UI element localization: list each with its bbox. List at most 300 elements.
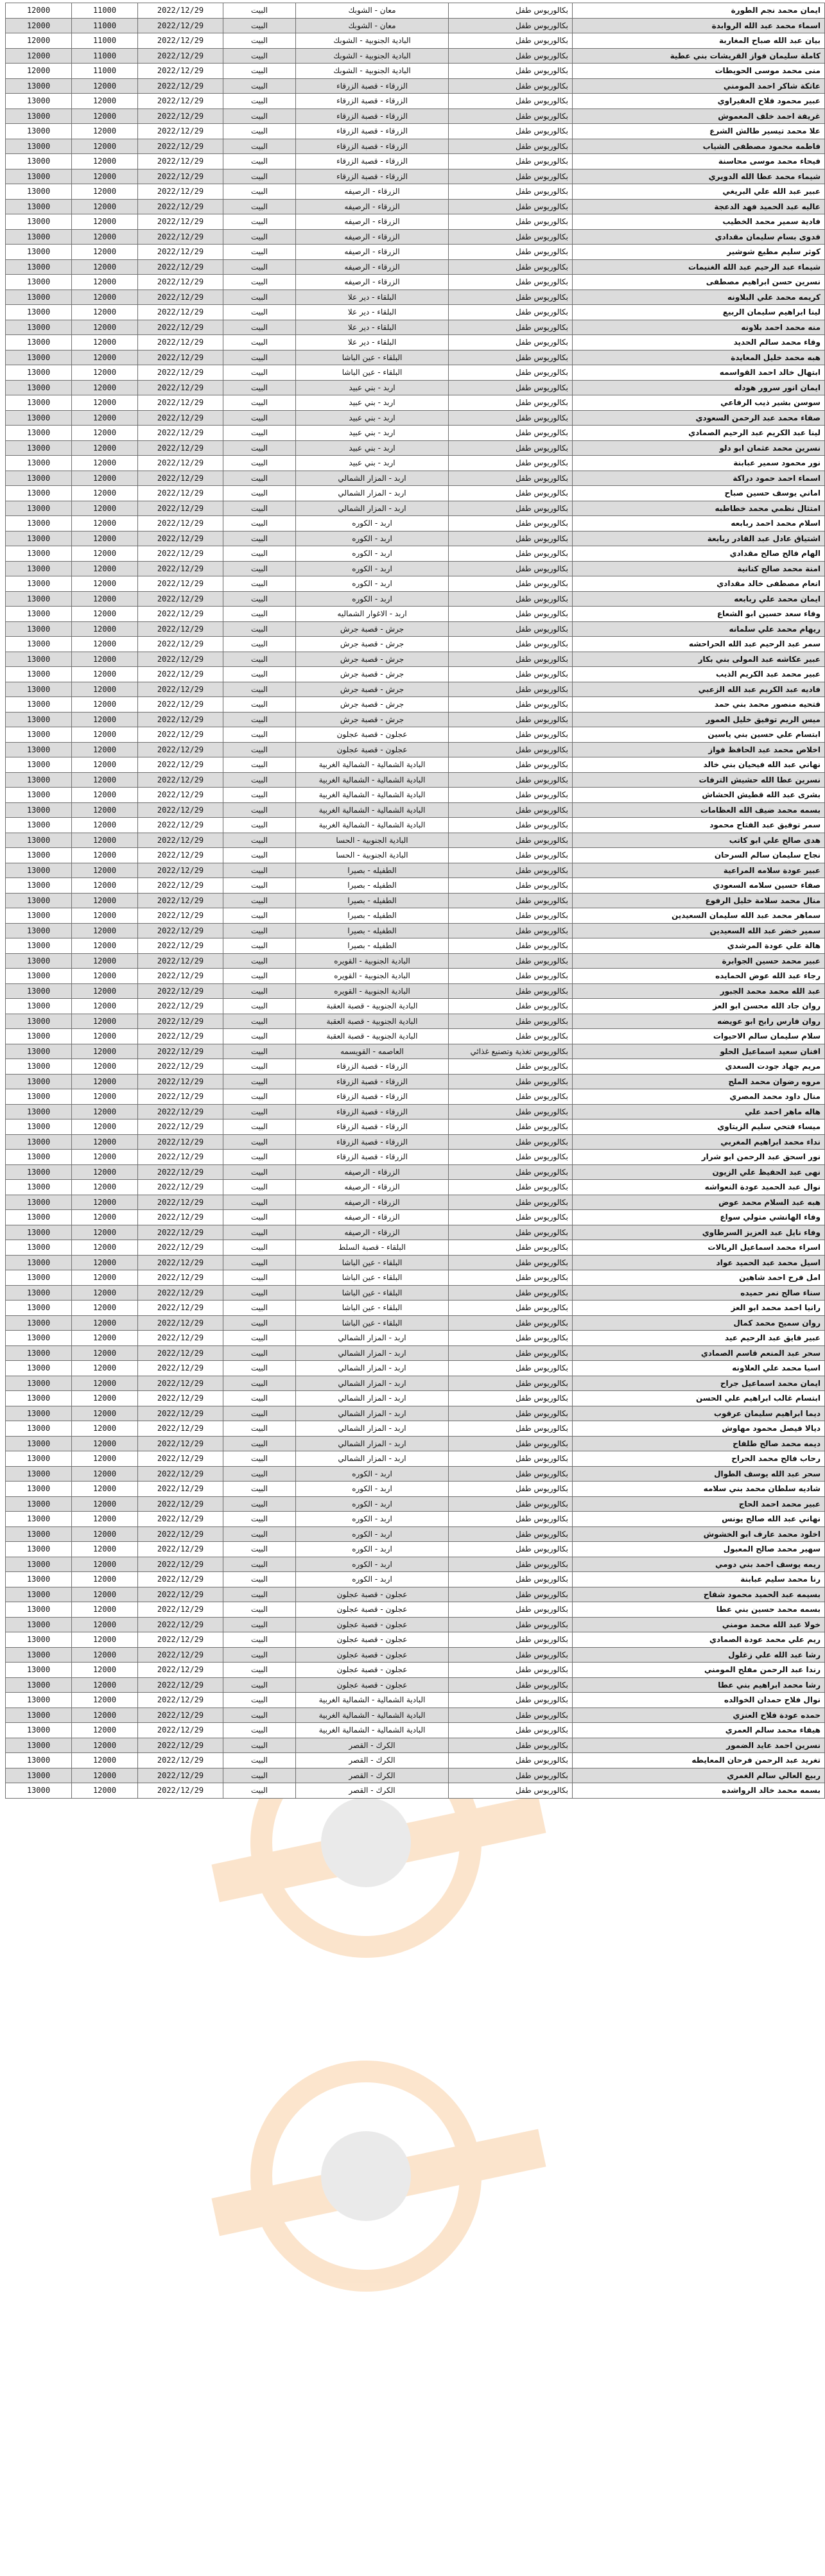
score-cell: 12000: [72, 1150, 138, 1165]
date-cell: 2022/12/29: [138, 1587, 223, 1602]
date-cell: 2022/12/29: [138, 531, 223, 546]
score-cell: 12000: [72, 908, 138, 924]
number-cell: 13000: [6, 139, 72, 154]
score-cell: 12000: [72, 1677, 138, 1693]
type-cell: البيت: [223, 561, 296, 576]
score-cell: 12000: [72, 380, 138, 395]
candidate-name-cell: رنا محمد سليم عبابنة: [573, 1572, 825, 1587]
number-cell: 13000: [6, 1089, 72, 1105]
table-row: [6, 229, 825, 245]
candidate-name-cell: حمده عودة فلاح العنزي: [573, 1707, 825, 1723]
specialization-cell: بكالوريوس طفل: [449, 652, 573, 667]
table-row: [6, 1783, 825, 1799]
specialization-cell: بكالوريوس طفل: [449, 108, 573, 124]
table-row: [6, 1391, 825, 1406]
score-cell: 12000: [72, 501, 138, 516]
score-cell: 12000: [72, 1783, 138, 1799]
candidate-name-cell: رانيا احمد محمد ابو العز: [573, 1301, 825, 1316]
number-cell: 13000: [6, 727, 72, 743]
specialization-cell: بكالوريوس طفل: [449, 772, 573, 788]
score-cell: 12000: [72, 576, 138, 592]
location-cell: اربد - الكوره: [296, 1482, 449, 1497]
table-row: [6, 667, 825, 682]
table-row: [6, 1119, 825, 1135]
candidate-name-cell: عبير فايق عبد الرحيم عيد: [573, 1331, 825, 1346]
type-cell: البيت: [223, 848, 296, 863]
date-cell: 2022/12/29: [138, 1542, 223, 1557]
table-row: [6, 1482, 825, 1497]
specialization-cell: بكالوريوس طفل: [449, 169, 573, 184]
candidate-name-cell: شيماء محمد عطا الله الدويري: [573, 169, 825, 184]
type-cell: البيت: [223, 305, 296, 320]
specialization-cell: بكالوريوس طفل: [449, 184, 573, 200]
number-cell: 13000: [6, 1270, 72, 1286]
number-cell: 13000: [6, 1587, 72, 1602]
number-cell: 13000: [6, 1451, 72, 1467]
candidate-name-cell: سلام سليمان سالم الاحيوات: [573, 1029, 825, 1044]
date-cell: 2022/12/29: [138, 1225, 223, 1240]
table-row: [6, 1210, 825, 1225]
number-cell: 13000: [6, 1723, 72, 1738]
date-cell: 2022/12/29: [138, 440, 223, 456]
location-cell: الزرقاء - قصبة الزرقاء: [296, 94, 449, 109]
table-row: [6, 1104, 825, 1119]
specialization-cell: بكالوريوس طفل: [449, 712, 573, 727]
location-cell: عجلون - قصبة عجلون: [296, 742, 449, 757]
specialization-cell: بكالوريوس طفل: [449, 893, 573, 908]
table-row: [6, 1693, 825, 1708]
number-cell: 13000: [6, 1602, 72, 1618]
specialization-cell: بكالوريوس طفل: [449, 1104, 573, 1119]
location-cell: البادية الجنوبية - الشوبك: [296, 48, 449, 64]
score-cell: 12000: [72, 1466, 138, 1482]
score-cell: 12000: [72, 1180, 138, 1195]
location-cell: البادية الجنوبية - القويره: [296, 969, 449, 984]
date-cell: 2022/12/29: [138, 1270, 223, 1286]
date-cell: 2022/12/29: [138, 18, 223, 33]
table-row: [6, 1285, 825, 1301]
specialization-cell: بكالوريوس طفل: [449, 1512, 573, 1527]
score-cell: 12000: [72, 1768, 138, 1783]
type-cell: البيت: [223, 214, 296, 230]
date-cell: 2022/12/29: [138, 1617, 223, 1632]
specialization-cell: بكالوريوس طفل: [449, 742, 573, 757]
date-cell: 2022/12/29: [138, 788, 223, 803]
score-cell: 12000: [72, 1255, 138, 1270]
type-cell: البيت: [223, 245, 296, 260]
date-cell: 2022/12/29: [138, 229, 223, 245]
type-cell: البيت: [223, 154, 296, 169]
date-cell: 2022/12/29: [138, 727, 223, 743]
table-row: [6, 124, 825, 139]
candidate-name-cell: وفاء محمد سالم الحديد: [573, 335, 825, 350]
type-cell: البيت: [223, 139, 296, 154]
date-cell: 2022/12/29: [138, 1693, 223, 1708]
location-cell: الطفيله - بصيرا: [296, 938, 449, 954]
type-cell: البيت: [223, 1376, 296, 1391]
type-cell: البيت: [223, 1572, 296, 1587]
number-cell: 13000: [6, 1496, 72, 1512]
specialization-cell: بكالوريوس طفل: [449, 1195, 573, 1210]
specialization-cell: بكالوريوس طفل: [449, 1738, 573, 1753]
type-cell: البيت: [223, 335, 296, 350]
type-cell: البيت: [223, 1270, 296, 1286]
date-cell: 2022/12/29: [138, 953, 223, 969]
location-cell: عجلون - قصبة عجلون: [296, 1663, 449, 1678]
location-cell: الزرقاء - الرصيفه: [296, 214, 449, 230]
number-cell: 13000: [6, 637, 72, 652]
type-cell: البيت: [223, 1044, 296, 1059]
location-cell: اربد - المزار الشمالي: [296, 1436, 449, 1451]
type-cell: البيت: [223, 1240, 296, 1256]
number-cell: 13000: [6, 1104, 72, 1119]
table-row: [6, 350, 825, 365]
specialization-cell: بكالوريوس طفل: [449, 94, 573, 109]
date-cell: 2022/12/29: [138, 742, 223, 757]
score-cell: 12000: [72, 1753, 138, 1768]
specialization-cell: بكالوريوس طفل: [449, 833, 573, 848]
candidate-name-cell: ديما ابراهيم سليمان عرقوب: [573, 1406, 825, 1421]
candidate-name-cell: نسرين عطا الله حشيش الترفات: [573, 772, 825, 788]
score-cell: 12000: [72, 999, 138, 1014]
score-cell: 12000: [72, 305, 138, 320]
number-cell: 13000: [6, 1632, 72, 1648]
score-cell: 12000: [72, 863, 138, 878]
location-cell: الزرقاء - قصبة الزرقاء: [296, 169, 449, 184]
location-cell: الزرقاء - قصبة الزرقاء: [296, 108, 449, 124]
location-cell: البلقاء - دير علا: [296, 335, 449, 350]
specialization-cell: بكالوريوس طفل: [449, 1783, 573, 1799]
date-cell: 2022/12/29: [138, 335, 223, 350]
specialization-cell: بكالوريوس طفل: [449, 214, 573, 230]
specialization-cell: بكالوريوس طفل: [449, 531, 573, 546]
type-cell: البيت: [223, 1663, 296, 1678]
score-cell: 12000: [72, 1285, 138, 1301]
specialization-cell: بكالوريوس طفل: [449, 33, 573, 49]
type-cell: البيت: [223, 1180, 296, 1195]
location-cell: اربد - بني عبيد: [296, 426, 449, 441]
specialization-cell: بكالوريوس طفل: [449, 1482, 573, 1497]
type-cell: البيت: [223, 259, 296, 275]
location-cell: البلقاء - عين الباشا: [296, 365, 449, 381]
type-cell: البيت: [223, 908, 296, 924]
location-cell: اربد - بني عبيد: [296, 380, 449, 395]
table-row: [6, 1542, 825, 1557]
number-cell: 13000: [6, 1512, 72, 1527]
candidate-name-cell: بسمه محمد خالد الرواشده: [573, 1783, 825, 1799]
number-cell: 13000: [6, 863, 72, 878]
number-cell: 13000: [6, 1391, 72, 1406]
location-cell: الزرقاء - الرصيفه: [296, 1180, 449, 1195]
location-cell: البادية الجنوبية - الشوبك: [296, 64, 449, 79]
number-cell: 13000: [6, 305, 72, 320]
score-cell: 12000: [72, 1331, 138, 1346]
candidate-name-cell: كريمه محمد علي البلاونه: [573, 290, 825, 305]
date-cell: 2022/12/29: [138, 1647, 223, 1663]
location-cell: اربد - الكوره: [296, 561, 449, 576]
number-cell: 13000: [6, 591, 72, 607]
candidate-name-cell: بسيمه عبد الحميد محمود شقاح: [573, 1587, 825, 1602]
number-cell: 13000: [6, 531, 72, 546]
date-cell: 2022/12/29: [138, 1361, 223, 1376]
number-cell: 13000: [6, 1210, 72, 1225]
date-cell: 2022/12/29: [138, 1210, 223, 1225]
table-body: [6, 3, 825, 1799]
number-cell: 13000: [6, 1014, 72, 1029]
table-row: [6, 727, 825, 743]
date-cell: 2022/12/29: [138, 1391, 223, 1406]
table-row: [6, 546, 825, 562]
type-cell: البيت: [223, 1421, 296, 1437]
location-cell: اربد - المزار الشمالي: [296, 1345, 449, 1361]
candidate-name-cell: نور محمود سمير عبابنة: [573, 456, 825, 471]
table-row: [6, 1240, 825, 1256]
number-cell: 13000: [6, 1783, 72, 1799]
score-cell: 12000: [72, 1059, 138, 1075]
location-cell: اربد - الكوره: [296, 1557, 449, 1572]
number-cell: 13000: [6, 1421, 72, 1437]
date-cell: 2022/12/29: [138, 863, 223, 878]
table-row: [6, 999, 825, 1014]
number-cell: 13000: [6, 1301, 72, 1316]
date-cell: 2022/12/29: [138, 1195, 223, 1210]
candidate-name-cell: ابتسام علي حسين بني ياسين: [573, 727, 825, 743]
table-row: [6, 621, 825, 637]
type-cell: البيت: [223, 1285, 296, 1301]
number-cell: 13000: [6, 1436, 72, 1451]
type-cell: البيت: [223, 1677, 296, 1693]
number-cell: 13000: [6, 833, 72, 848]
specialization-cell: بكالوريوس طفل: [449, 953, 573, 969]
number-cell: 13000: [6, 999, 72, 1014]
number-cell: 13000: [6, 1240, 72, 1256]
candidate-name-cell: ريهام محمد علي سلمانه: [573, 621, 825, 637]
location-cell: الزرقاء - الرصيفه: [296, 1225, 449, 1240]
date-cell: 2022/12/29: [138, 64, 223, 79]
candidate-name-cell: ريمه يوسف احمد بني دومي: [573, 1557, 825, 1572]
table-row: [6, 818, 825, 833]
location-cell: الزرقاء - الرصيفه: [296, 1164, 449, 1180]
date-cell: 2022/12/29: [138, 380, 223, 395]
candidate-name-cell: بشرى عبد الله قطيش الحشاش: [573, 788, 825, 803]
number-cell: 12000: [6, 48, 72, 64]
score-cell: 12000: [72, 1014, 138, 1029]
specialization-cell: بكالوريوس طفل: [449, 486, 573, 501]
candidate-name-cell: امتثال نظمي محمد خطاطبه: [573, 501, 825, 516]
type-cell: البيت: [223, 94, 296, 109]
candidate-name-cell: ابتهال خالد احمد القواسمه: [573, 365, 825, 381]
number-cell: 13000: [6, 290, 72, 305]
candidate-name-cell: هاله ماهر احمد علي: [573, 1104, 825, 1119]
location-cell: الزرقاء - قصبة الزرقاء: [296, 1119, 449, 1135]
location-cell: البادية الشمالية - الشمالية الغربية: [296, 1693, 449, 1708]
date-cell: 2022/12/29: [138, 1723, 223, 1738]
table-row: [6, 878, 825, 894]
score-cell: 12000: [72, 1482, 138, 1497]
specialization-cell: بكالوريوس طفل: [449, 1255, 573, 1270]
specialization-cell: بكالوريوس تغذية وتصنيع غذائي: [449, 1044, 573, 1059]
score-cell: 12000: [72, 531, 138, 546]
type-cell: البيت: [223, 290, 296, 305]
location-cell: الزرقاء - قصبة الزرقاء: [296, 1134, 449, 1150]
type-cell: البيت: [223, 1210, 296, 1225]
location-cell: الزرقاء - قصبة الزرقاء: [296, 1150, 449, 1165]
date-cell: 2022/12/29: [138, 1632, 223, 1648]
location-cell: عجلون - قصبة عجلون: [296, 727, 449, 743]
candidate-name-cell: عبير محمد احمد الحاج: [573, 1496, 825, 1512]
type-cell: البيت: [223, 1074, 296, 1089]
candidate-name-cell: نوال فلاح حمدان الخوالده: [573, 1693, 825, 1708]
number-cell: 13000: [6, 1572, 72, 1587]
specialization-cell: بكالوريوس طفل: [449, 365, 573, 381]
number-cell: 13000: [6, 426, 72, 441]
date-cell: 2022/12/29: [138, 1557, 223, 1572]
date-cell: 2022/12/29: [138, 486, 223, 501]
table-row: [6, 1345, 825, 1361]
location-cell: اربد - الكوره: [296, 1526, 449, 1542]
type-cell: البيت: [223, 863, 296, 878]
type-cell: البيت: [223, 999, 296, 1014]
type-cell: البيت: [223, 365, 296, 381]
candidate-name-cell: اسيا محمد علي العلاونه: [573, 1361, 825, 1376]
type-cell: البيت: [223, 667, 296, 682]
candidate-name-cell: اسيل محمد عبد الحميد عواد: [573, 1255, 825, 1270]
specialization-cell: بكالوريوس طفل: [449, 78, 573, 94]
candidate-name-cell: رشا محمد ابراهيم بني عطا: [573, 1677, 825, 1693]
score-cell: 11000: [72, 48, 138, 64]
score-cell: 12000: [72, 1345, 138, 1361]
location-cell: جرش - قصبة جرش: [296, 697, 449, 713]
date-cell: 2022/12/29: [138, 1406, 223, 1421]
date-cell: 2022/12/29: [138, 184, 223, 200]
candidate-name-cell: عاتكة شاكر احمد المومني: [573, 78, 825, 94]
score-cell: 12000: [72, 1617, 138, 1632]
specialization-cell: بكالوريوس طفل: [449, 576, 573, 592]
number-cell: 13000: [6, 184, 72, 200]
type-cell: البيت: [223, 1089, 296, 1105]
specialization-cell: بكالوريوس طفل: [449, 1496, 573, 1512]
specialization-cell: بكالوريوس طفل: [449, 878, 573, 894]
type-cell: البيت: [223, 983, 296, 999]
score-cell: 12000: [72, 108, 138, 124]
date-cell: 2022/12/29: [138, 1482, 223, 1497]
type-cell: البيت: [223, 1707, 296, 1723]
specialization-cell: بكالوريوس طفل: [449, 245, 573, 260]
specialization-cell: بكالوريوس طفل: [449, 1210, 573, 1225]
score-cell: 12000: [72, 245, 138, 260]
table-row: [6, 1451, 825, 1467]
date-cell: 2022/12/29: [138, 878, 223, 894]
date-cell: 2022/12/29: [138, 1301, 223, 1316]
location-cell: جرش - قصبة جرش: [296, 682, 449, 697]
number-cell: 13000: [6, 1164, 72, 1180]
score-cell: 12000: [72, 1029, 138, 1044]
table-row: [6, 1602, 825, 1618]
type-cell: البيت: [223, 426, 296, 441]
location-cell: البادية الشمالية - الشمالية الغربية: [296, 1707, 449, 1723]
table-row: [6, 1587, 825, 1602]
specialization-cell: بكالوريوس طفل: [449, 1150, 573, 1165]
location-cell: البادية الجنوبية - القويره: [296, 983, 449, 999]
number-cell: 13000: [6, 1542, 72, 1557]
score-cell: 12000: [72, 94, 138, 109]
score-cell: 12000: [72, 727, 138, 743]
type-cell: البيت: [223, 18, 296, 33]
specialization-cell: بكالوريوس طفل: [449, 1164, 573, 1180]
number-cell: 13000: [6, 1693, 72, 1708]
date-cell: 2022/12/29: [138, 1707, 223, 1723]
table-row: [6, 78, 825, 94]
table-row: [6, 531, 825, 546]
type-cell: البيت: [223, 1315, 296, 1331]
type-cell: البيت: [223, 1466, 296, 1482]
date-cell: 2022/12/29: [138, 833, 223, 848]
score-cell: 12000: [72, 275, 138, 290]
score-cell: 12000: [72, 426, 138, 441]
candidate-name-cell: ربيع العالي سالم الغمري: [573, 1768, 825, 1783]
candidate-name-cell: مروه رضوان محمد الملح: [573, 1074, 825, 1089]
candidate-name-cell: بسمه محمد ضيف الله العظامات: [573, 802, 825, 818]
score-cell: 12000: [72, 1707, 138, 1723]
table-row: [6, 275, 825, 290]
type-cell: البيت: [223, 410, 296, 426]
number-cell: 13000: [6, 229, 72, 245]
location-cell: اربد - الاغوار الشماليه: [296, 607, 449, 622]
number-cell: 13000: [6, 124, 72, 139]
type-cell: البيت: [223, 576, 296, 592]
table-row: [6, 64, 825, 79]
specialization-cell: بكالوريوس طفل: [449, 48, 573, 64]
number-cell: 13000: [6, 108, 72, 124]
score-cell: 12000: [72, 1391, 138, 1406]
specialization-cell: بكالوريوس طفل: [449, 380, 573, 395]
score-cell: 12000: [72, 1164, 138, 1180]
table-row: [6, 802, 825, 818]
score-cell: 11000: [72, 33, 138, 49]
number-cell: 13000: [6, 516, 72, 532]
location-cell: جرش - قصبة جرش: [296, 637, 449, 652]
specialization-cell: بكالوريوس طفل: [449, 1285, 573, 1301]
score-cell: 11000: [72, 64, 138, 79]
number-cell: 13000: [6, 1557, 72, 1572]
table-row: [6, 456, 825, 471]
date-cell: 2022/12/29: [138, 969, 223, 984]
candidate-name-cell: شاديه سلطان محمد بني سلامه: [573, 1482, 825, 1497]
candidate-name-cell: منال داود محمد المصري: [573, 1089, 825, 1105]
specialization-cell: بكالوريوس طفل: [449, 1180, 573, 1195]
specialization-cell: بكالوريوس طفل: [449, 788, 573, 803]
score-cell: 12000: [72, 365, 138, 381]
score-cell: 12000: [72, 953, 138, 969]
date-cell: 2022/12/29: [138, 576, 223, 592]
candidate-name-cell: روان سميح محمد كمال: [573, 1315, 825, 1331]
table-row: [6, 1647, 825, 1663]
date-cell: 2022/12/29: [138, 48, 223, 64]
table-row: [6, 712, 825, 727]
specialization-cell: بكالوريوس طفل: [449, 1014, 573, 1029]
score-cell: 12000: [72, 1270, 138, 1286]
location-cell: اربد - المزار الشمالي: [296, 471, 449, 486]
specialization-cell: بكالوريوس طفل: [449, 471, 573, 486]
number-cell: 13000: [6, 1466, 72, 1482]
candidate-name-cell: فاديه عبد الكريم عبد الله الزعبي: [573, 682, 825, 697]
date-cell: 2022/12/29: [138, 410, 223, 426]
date-cell: 2022/12/29: [138, 1526, 223, 1542]
table-row: [6, 1436, 825, 1451]
date-cell: 2022/12/29: [138, 1044, 223, 1059]
type-cell: البيت: [223, 1029, 296, 1044]
number-cell: 13000: [6, 259, 72, 275]
